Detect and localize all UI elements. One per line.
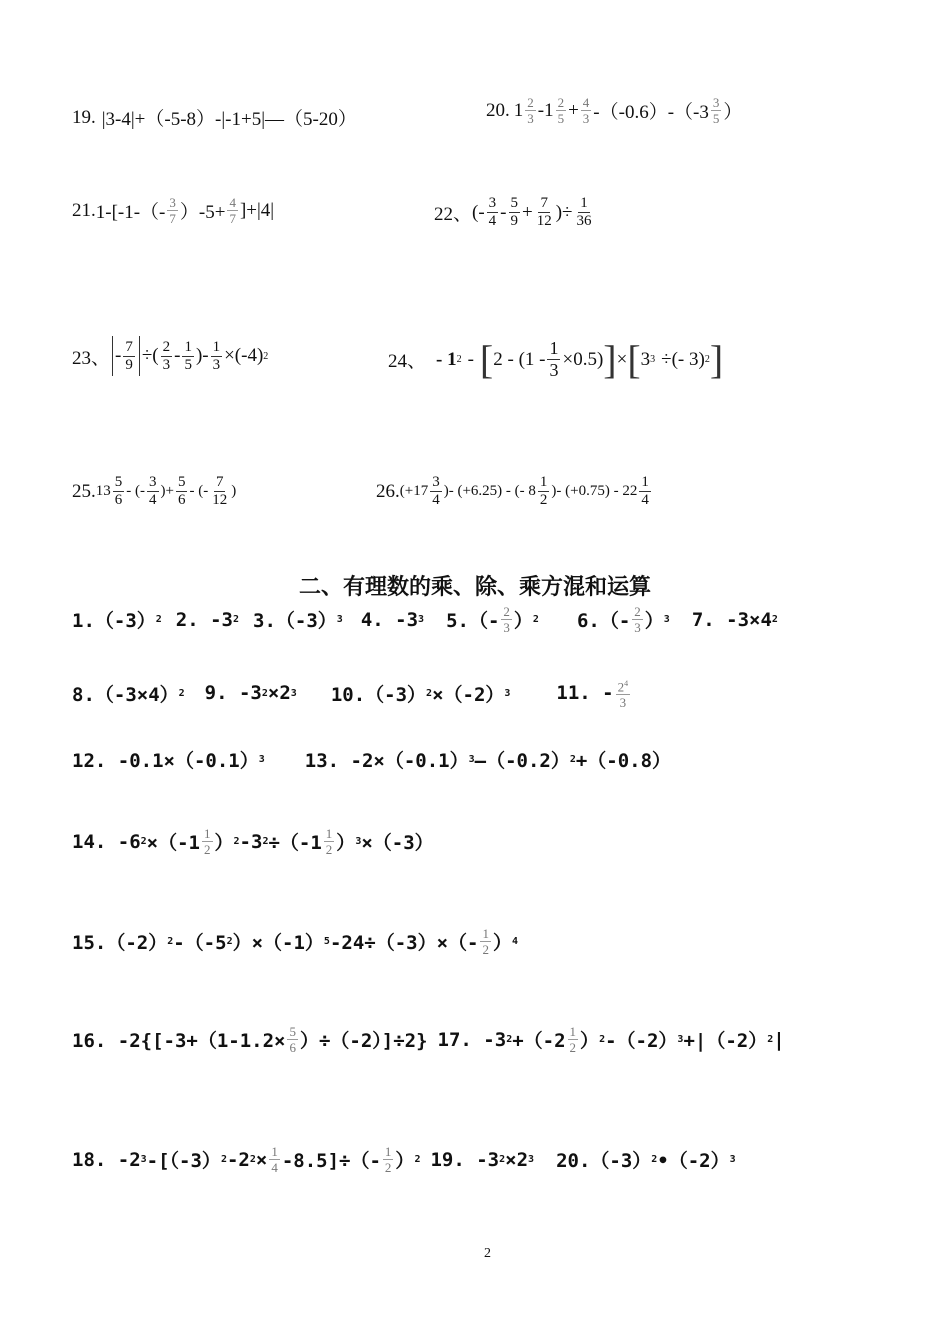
section-title: 二、有理数的乘、除、乘方混和运算	[298, 575, 651, 600]
expression: )- (+6.25) - (- 8	[443, 483, 536, 499]
problem-12: 12. -0.1×（-0.1）	[72, 750, 259, 772]
operator: - (-	[126, 483, 145, 499]
exponent: 3	[290, 687, 297, 699]
fraction: $\frac{3}{7}$	[169, 195, 176, 226]
exponent: 2	[426, 687, 433, 699]
abs-bar: |	[773, 1028, 785, 1051]
expression: -[（-3）	[146, 1150, 221, 1172]
fraction: $\frac{1}{2}$	[539, 474, 548, 508]
problem-10: 10.（-3）	[330, 683, 427, 706]
fraction: $\frac{2^4}{3}$	[616, 676, 631, 710]
exponent: 2	[220, 1154, 227, 1165]
exponent: 2	[532, 614, 539, 625]
row-1	[72, 604, 778, 635]
operator: -	[115, 345, 122, 366]
expression: ]+|4|	[239, 199, 275, 221]
problem-9: 9. -3	[204, 682, 262, 705]
exponent: 2	[569, 754, 576, 765]
operator: )-	[195, 345, 209, 366]
exponent: 2	[233, 836, 240, 847]
paren: (-	[472, 201, 485, 223]
abs-bar-right	[139, 336, 140, 376]
problem-8: 8.（-3×4）	[72, 683, 179, 706]
expression: ×（-1	[146, 832, 200, 854]
problem-22	[434, 195, 595, 230]
fraction: $\frac{2}{3}$	[503, 604, 510, 635]
exponent: 3	[355, 836, 362, 847]
paren: ）	[336, 832, 356, 854]
expression: -2	[226, 1148, 250, 1171]
expression: +（-0.8）	[575, 750, 672, 772]
exponent: 2	[233, 614, 240, 625]
expression: -8.5]÷（-	[281, 1150, 381, 1172]
problem-18: 18. -2	[72, 1148, 141, 1171]
exponent: 4	[511, 936, 519, 947]
fraction: $\frac{1}{3}$	[212, 338, 221, 373]
exponent: 2	[155, 614, 162, 625]
exponent: 2	[499, 1154, 506, 1165]
exponent: 5	[323, 936, 330, 947]
row-4	[72, 826, 434, 857]
fraction: $\frac{1}{2}$	[204, 826, 211, 857]
problem-17: 17. -3	[437, 1028, 507, 1051]
expression: +（-2	[512, 1030, 566, 1052]
paren: ）	[644, 610, 664, 632]
row-6	[72, 1024, 785, 1055]
operator: -	[174, 345, 181, 366]
operator: - (-	[189, 483, 209, 499]
paren: ）	[214, 832, 234, 854]
paren: ）	[395, 1150, 415, 1172]
exponent: 2	[167, 936, 174, 947]
problem-1: 1.（-3）	[72, 610, 156, 632]
expression: -（-0.6）-（-3	[593, 102, 709, 123]
paren: ）	[723, 102, 743, 123]
exponent: 2	[651, 1154, 658, 1165]
expression: ）-5+	[179, 202, 226, 223]
problem-number: 20.	[486, 99, 510, 121]
operator: ×	[255, 1148, 268, 1171]
expression: ×0.5)	[562, 348, 604, 370]
exponent: 2	[414, 1154, 421, 1165]
expression: ÷（-1	[268, 832, 322, 854]
expression: -3	[239, 830, 263, 853]
exponent: 2	[140, 836, 147, 847]
exponent: 2	[249, 1154, 256, 1165]
exponent: 3	[140, 1154, 147, 1165]
paren: ）	[492, 932, 512, 954]
exponent: 2	[456, 354, 462, 365]
fraction: $\frac{1}{2}$	[569, 1024, 577, 1055]
fraction: $\frac{4}{3}$	[582, 95, 590, 126]
expression: ÷(- 3)	[661, 348, 705, 370]
fraction: $\frac{1}{4}$	[271, 1144, 278, 1175]
operator: ×	[616, 348, 628, 370]
expression: -（-2）	[605, 1030, 678, 1052]
problem-21	[72, 195, 274, 226]
problem-number: 25.	[72, 480, 96, 502]
exponent: 2	[262, 836, 269, 847]
exponent: 3	[528, 1154, 535, 1165]
problem-14: 14. -6	[72, 830, 141, 853]
problem-23	[72, 336, 268, 376]
exponent: 3	[504, 687, 511, 699]
exponent: 3	[418, 614, 425, 625]
problem-number: 24、	[388, 351, 427, 372]
expression: (+17	[399, 483, 429, 499]
fraction: $\frac{1}{4}$	[641, 474, 649, 508]
fraction: $\frac{4}{7}$	[229, 195, 236, 226]
problem-number: 21.	[72, 199, 96, 221]
operator: )+	[160, 483, 174, 499]
problem-6: 6.（-	[576, 610, 631, 632]
problem-5: 5.（-	[446, 610, 500, 632]
expression: -24÷（-3）×（-	[329, 932, 479, 954]
fraction: $\frac{5}{9}$	[510, 195, 518, 229]
problem-20	[486, 95, 742, 126]
operator: +	[522, 201, 533, 223]
expression: —（-0.2）	[474, 750, 570, 772]
problem-16: 16. -2{[-3+（1-1.2×	[72, 1030, 286, 1052]
fraction: $\frac{3}{4}$	[488, 195, 497, 229]
problem-11: 11. -	[556, 682, 614, 705]
fraction: $\frac{7}{9}$	[125, 338, 133, 373]
exponent: 2	[767, 1034, 774, 1045]
expression: ×（-3）	[361, 832, 434, 854]
fraction: $\frac{1}{5}$	[184, 338, 192, 373]
expression: ×（-2）	[432, 683, 505, 706]
problem-number: 22、	[434, 204, 473, 225]
fraction: $\frac{1}{2}$	[482, 926, 489, 957]
expression: ×2	[505, 1148, 529, 1171]
fraction: $\frac{2}{3}$	[527, 95, 534, 126]
problem-26	[376, 474, 653, 509]
operator: -1	[537, 99, 554, 121]
exponent: 2	[506, 1034, 513, 1045]
fraction: $\frac{3}{5}$	[712, 95, 720, 126]
expression: - 1	[436, 348, 457, 370]
exponent: 2	[261, 687, 268, 699]
row-2	[72, 676, 632, 710]
page-number: 2	[484, 1246, 491, 1261]
row-7	[72, 1144, 736, 1175]
expression: ×2	[267, 682, 291, 705]
paren: ）	[513, 610, 533, 632]
problem-number: 26.	[376, 480, 400, 502]
fraction: $\frac{2}{5}$	[557, 95, 565, 126]
expression: ）÷（-2）]÷2}	[299, 1030, 428, 1052]
fraction: $\frac{1}{2}$	[325, 826, 333, 857]
paren: )	[231, 483, 237, 499]
exponent: 2	[771, 614, 778, 625]
problem-number: 19.	[72, 106, 96, 128]
mixed-whole: 1	[513, 99, 524, 121]
expression: ×(-4)	[224, 345, 264, 366]
mixed-whole: 13	[95, 483, 111, 499]
fraction: $\frac{7}{12}$	[536, 195, 552, 229]
operator: +	[568, 99, 579, 121]
exponent: 3	[677, 1034, 684, 1045]
exponent: 2	[599, 1034, 606, 1045]
expression: )- (+0.75) - 22	[551, 483, 638, 499]
operator: -	[500, 201, 507, 223]
bracket-close: ]	[709, 336, 724, 382]
fraction: $\frac{5}{6}$	[114, 474, 123, 508]
problem-19	[72, 104, 357, 131]
fraction: $\frac{2}{3}$	[634, 604, 641, 635]
row-3	[72, 746, 671, 773]
exponent: 3	[729, 1154, 736, 1165]
problem-2: 2. -3	[175, 608, 233, 631]
expression: |3-4|+（-5-8）-|-1+5|—（5-20）	[101, 109, 357, 130]
exponent: 3	[336, 614, 343, 625]
problem-4: 4. -3	[360, 608, 419, 631]
paren: ）	[580, 1030, 600, 1052]
expression: +|（-2）	[683, 1030, 768, 1052]
fraction: $\frac{3}{4}$	[149, 474, 157, 508]
expression: ）×（-1）	[232, 932, 324, 954]
problem-15: 15.（-2）	[72, 932, 168, 954]
expression: 2 - (1 -	[493, 348, 546, 370]
operator: )÷	[555, 201, 573, 223]
expression: •（-2）	[657, 1150, 730, 1172]
row-5	[72, 926, 518, 957]
bracket-open: [	[479, 336, 494, 382]
fraction: $\frac{5}{6}$	[289, 1024, 296, 1055]
operator: ÷(	[141, 345, 159, 366]
bracket-close: ]	[603, 336, 617, 382]
fraction: $\frac{2}{3}$	[162, 338, 171, 373]
exponent: 3	[258, 754, 265, 765]
abs-bar-left	[112, 336, 113, 376]
problem-20: 20.（-3）	[556, 1150, 652, 1172]
fraction: $\frac{5}{6}$	[177, 474, 186, 508]
expression: -（-5	[173, 932, 227, 954]
exponent: 2	[226, 936, 233, 947]
problem-number: 23、	[72, 347, 111, 369]
exponent: 3	[468, 754, 475, 765]
exponent: 3	[650, 354, 656, 365]
problem-19: 19. -3	[430, 1148, 500, 1171]
problem-13: 13. -2×（-0.1）	[304, 750, 469, 772]
fraction: $\frac{1}{36}$	[576, 195, 592, 229]
operator: -	[467, 348, 474, 370]
exponent: 2	[704, 354, 710, 365]
expression: 3	[640, 348, 651, 370]
bracket-open: [	[627, 336, 641, 382]
problem-7: 7. -3×4	[691, 608, 772, 631]
exponent: 3	[663, 614, 670, 625]
exponent: 2	[178, 687, 185, 699]
fraction: $\frac{3}{4}$	[432, 474, 440, 508]
expression: 1-[-1-（-	[95, 202, 166, 223]
problem-25	[72, 474, 236, 509]
fraction: $\frac{1}{2}$	[384, 1144, 392, 1175]
fraction: $\frac{1}{3}$	[549, 338, 559, 380]
problem-24	[388, 338, 723, 381]
fraction: $\frac{7}{12}$	[212, 474, 228, 508]
exponent: 2	[263, 350, 269, 362]
problem-3: 3.（-3）	[253, 610, 337, 632]
